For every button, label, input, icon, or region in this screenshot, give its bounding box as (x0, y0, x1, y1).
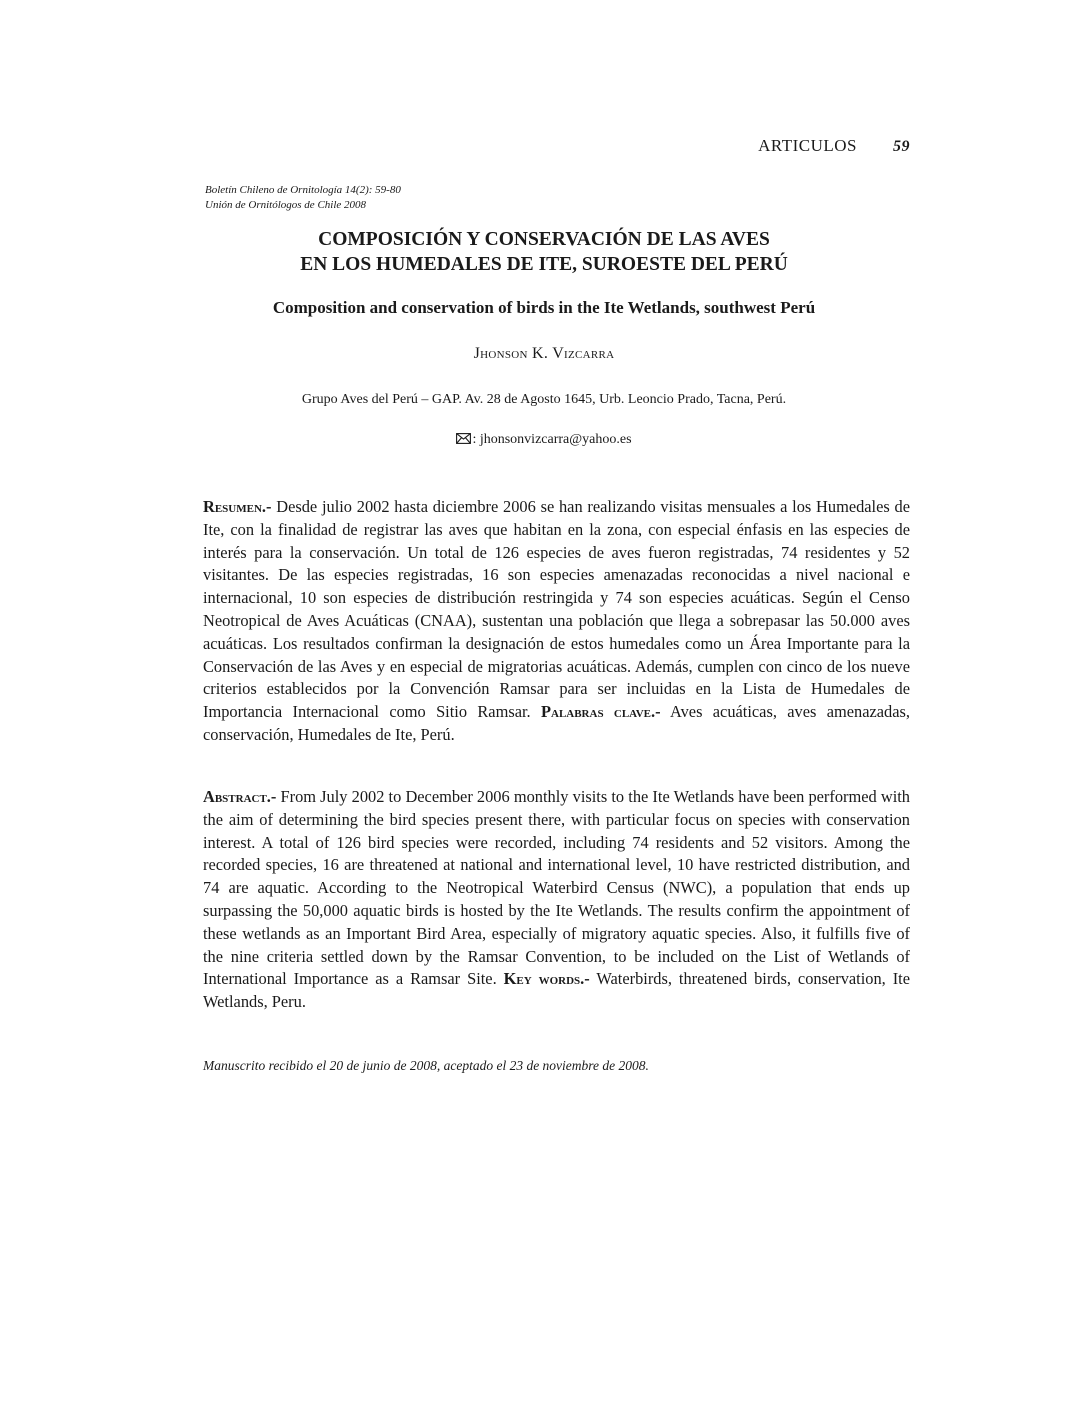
resumen-text: Desde julio 2002 hasta diciembre 2006 se han realizando visitas mensuales a los Humedales de Ite, con la finalidad de registrar las aves que habitan en la zona, con especial énfasis en las especies de interés para la conservación. Un total de 126 especies de aves fueron registradas, 74 residentes y 52 visitantes. De las especies registradas, 16 son especies amenazadas reconocidas a nivel nacional e internacional, 10 son especies de distribución restringida y 74 son especies acuáticas. Según el Censo Neotropical de Aves Acuáticas (CNAA), sustentan una población que llega a sobrepasar las 50.000 aves acuáticas. Los resultados confirman la designación de estos humedales como un Área Importante para la Conservación de las Aves y en especial de migratorias acuáticas. Además, cumplen con cinco de los nueve criterios establecidos por la Convención Ramsar para ser incluidas en la Lista de Humedales de Importancia Internacional como Sitio Ramsar. (203, 497, 910, 722)
key-words-label: Key words.- (503, 969, 590, 989)
abstract-text: From July 2002 to December 2006 monthly visits to the Ite Wetlands have been performed with the aim of determining the bird species present there, with particular focus on species with conservation interest. A total of 126 bird species were recorded, including 74 residents and 52 visitors. Among the recorded species, 16 are threatened at national and international level, 10 have restricted distribution, and 74 are aquatic. According to the Neotropical Waterbird Census (NWC), a population that ends up surpassing the 50,000 aquatic birds is hosted by the Ite Wetlands. The results confirm the appointment of these wetlands as an Important Bird Area, especially of migratory aquatic species. Also, it fulfills five of the nine criteria settled down by the Ramsar Convention, to be included on the List of Wetlands of International Importance as a Ramsar Site. (203, 787, 910, 989)
title-line-2: EN LOS HUMEDALES DE ITE, SUROESTE DEL PERÚ (300, 254, 788, 275)
journal-info (205, 183, 401, 213)
page-number: 59 (893, 138, 910, 155)
author-name: Jhonson K. Vizcarra (473, 345, 615, 362)
palabras-clave-text: Aves acuáticas, aves amenazadas, conservación, Humedales de Ite, Perú. (203, 702, 911, 744)
envelope-icon (456, 433, 471, 444)
section-label: ARTICULOS (758, 136, 857, 155)
resumen-label: Resumen.- (203, 497, 272, 516)
article-title (0, 227, 1088, 277)
manuscript-received-note: Manuscrito recibido el 20 de junio de 2008, aceptado el 23 de noviembre de 2008. (203, 1058, 649, 1073)
author-affiliation: Grupo Aves del Perú – GAP. Av. 28 de Agosto 1645, Urb. Leoncio Prado, Tacna, Perú. (301, 392, 787, 407)
abstract-label: Abstract.- (203, 787, 277, 806)
resumen-paragraph (203, 496, 910, 747)
abstract-paragraph (203, 786, 910, 1014)
journal-publisher: Unión de Ornitólogos de Chile 2008 (205, 199, 367, 211)
running-head (758, 136, 910, 156)
journal-citation: Boletín Chileno de Ornitología 14(2): 59-80 (205, 184, 401, 196)
title-line-1: COMPOSICIÓN Y CONSERVACIÓN DE LAS AVES (318, 229, 770, 250)
author-email (0, 432, 1088, 448)
palabras-clave-label: Palabras clave.- (540, 702, 661, 722)
key-words-text: Waterbirds, threatened birds, conservation, Ite Wetlands, Peru. (203, 969, 910, 1012)
article-subtitle: Composition and conservation of birds in the Ite Wetlands, southwest Perú (272, 298, 816, 317)
email-address: : jhonsonvizcarra@yahoo.es (472, 432, 632, 447)
